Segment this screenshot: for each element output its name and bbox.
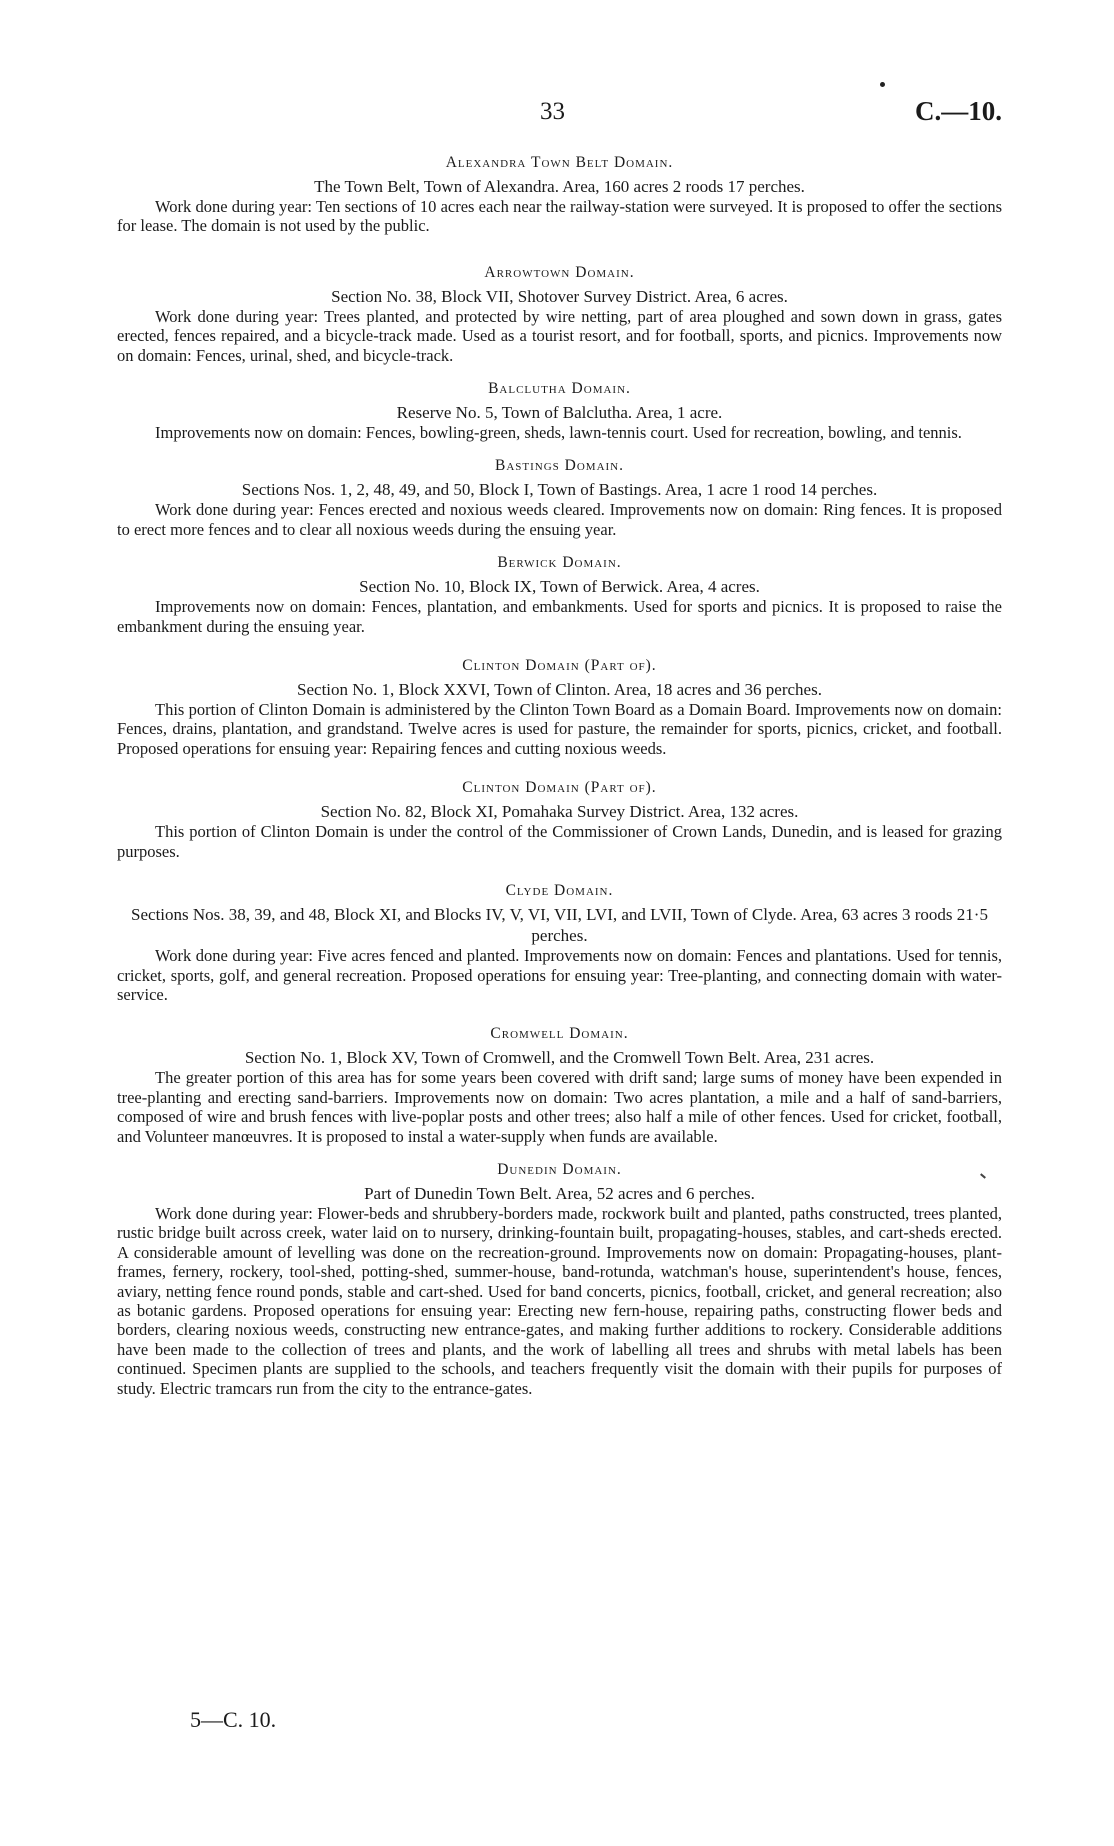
- section-title: Berwick Domain.: [497, 554, 622, 572]
- ink-speck: [880, 82, 885, 87]
- section-subtitle: Sections Nos. 38, 39, and 48, Block XI, and Blocks IV, V, VI, VII, LVI, and LVII, Town of Clyde. Area, 63 acres 3 roods 21·5 perches.: [131, 905, 988, 946]
- domain-section-bastings: [117, 453, 1002, 539]
- domain-section-berwick: [117, 550, 1002, 636]
- section-title: Clyde Domain.: [505, 882, 614, 900]
- section-title: Clinton Domain (Part of).: [462, 779, 657, 797]
- section-subtitle: Section No. 82, Block XI, Pomahaka Survey District. Area, 132 acres.: [320, 802, 799, 822]
- domain-section-alexandra: [117, 150, 1002, 236]
- domain-section-dunedin: [117, 1157, 1002, 1398]
- section-body: Work done during year: Trees planted, and protected by wire netting, part of area ploughed and sown down in grass, gates erected, fences repaired, and a bicycle-track made. Used as a tourist resort, and for football, sports, and picnics. Improvements now on domain: Fences, urinal, shed, and bicycle-track.: [117, 306, 1002, 365]
- domain-section-clyde: [117, 878, 1002, 1004]
- signature-mark: 5—C. 10.: [190, 1707, 277, 1732]
- section-body: Work done during year: Ten sections of 10 acres each near the railway-station were surveyed. It is proposed to offer the sections for lease. The domain is not used by the public.: [117, 197, 1002, 236]
- section-subtitle: Section No. 1, Block XV, Town of Cromwell, and the Cromwell Town Belt. Area, 231 acres.: [244, 1048, 875, 1068]
- section-title: Cromwell Domain.: [490, 1025, 629, 1043]
- section-body: The greater portion of this area has for some years been covered with drift sand; large sums of money have been expended in tree-planting and erecting sand-barriers. Improvements now on domain: Two acres plantation, a mile and a half of sand-barriers, composed of wire and brush fences with live-poplar posts and other trees; also half a mile of other fences. Used for cricket, football, and Volunteer manœuvres. It is proposed to instal a water-supply when funds are available.: [117, 1068, 1002, 1146]
- section-subtitle: Section No. 10, Block IX, Town of Berwick. Area, 4 acres.: [359, 577, 760, 597]
- section-body: Improvements now on domain: Fences, plantation, and embankments. Used for sports and picnics. It is proposed to raise the embankment during the ensuing year.: [117, 597, 1002, 636]
- domain-section-clinton-2: [117, 775, 1002, 861]
- section-title: Dunedin Domain.: [497, 1160, 622, 1178]
- section-subtitle: Part of Dunedin Town Belt. Area, 52 acres and 6 perches.: [364, 1183, 755, 1203]
- section-body: Work done during year: Fences erected and noxious weeds cleared. Improvements now on domain: Ring fences. It is proposed to erect more fences and to clear all noxious weeds during the ensuing year.: [117, 500, 1002, 539]
- section-title: Clinton Domain (Part of).: [462, 657, 657, 675]
- section-body: This portion of Clinton Domain is under the control of the Commissioner of Crown Lands, Dunedin, and is leased for grazing purposes.: [117, 822, 1002, 861]
- page-number: 33: [540, 98, 565, 125]
- section-subtitle: Reserve No. 5, Town of Balclutha. Area, 1 acre.: [396, 403, 723, 423]
- section-title: Balclutha Domain.: [488, 380, 631, 398]
- domain-section-cromwell: [117, 1021, 1002, 1146]
- section-title: Alexandra Town Belt Domain.: [445, 154, 674, 171]
- section-subtitle: Section No. 38, Block VII, Shotover Survey District. Area, 6 acres.: [331, 286, 788, 306]
- domain-section-balclutha: [117, 376, 1002, 442]
- section-subtitle: Sections Nos. 1, 2, 48, 49, and 50, Block I, Town of Bastings. Area, 1 acre 1 rood 14 perches.: [241, 480, 878, 500]
- report-reference: C.—10.: [915, 96, 1002, 126]
- section-subtitle: The Town Belt, Town of Alexandra. Area, 160 acres 2 roods 17 perches.: [314, 177, 805, 196]
- section-title: Arrowtown Domain.: [484, 263, 635, 281]
- section-body: Work done during year: Flower-beds and shrubbery-borders made, rockwork built and planted, paths constructed, trees planted, rustic bridge built across creek, water laid on to nursery, drinking-fountain built, propagating-houses, stables, and cart-sheds erected. A considerable amount of levelling was done on the recreation-ground. Improvements now on domain: Propagating-houses, plant-frames, fernery, rockery, tool-shed, potting-shed, summer-house, band-rotunda, watchman's house, superintendent's house, fences, aviary, netting fence round ponds, stable and cart-shed. Used for band concerts, picnics, football, cricket, and general recreation; also as botanic gardens. Proposed operations for ensuing year: Erecting new fern-house, repairing paths, constructing flower beds and borders, clearing noxious weeds, constructing new entrance-gates, and making further additions to rockery. Considerable additions have been made to the collection of trees and plants, and the work of labelling all trees and shrubs with metal labels has been continued. Specimen plants are supplied to the schools, and teachers frequently visit the domain with their pupils for purposes of study. Electric tramcars run from the city to the entrance-gates.: [117, 1203, 1002, 1398]
- section-body: Work done during year: Five acres fenced and planted. Improvements now on domain: Fences and plantations. Used for tennis, cricket, sports, golf, and general recreation. Proposed operations for ensuing year: Tree-planting, and connecting domain with water-service.: [117, 946, 1002, 1004]
- section-body: Improvements now on domain: Fences, bowling-green, sheds, lawn-tennis court. Used for recreation, bowling, and tennis.: [155, 423, 962, 443]
- page-content: [117, 150, 1002, 1398]
- domain-section-clinton-1: [117, 653, 1002, 758]
- section-subtitle: Section No. 1, Block XXVI, Town of Clinton. Area, 18 acres and 36 perches.: [297, 680, 822, 700]
- domain-section-arrowtown: [117, 260, 1002, 365]
- section-body: This portion of Clinton Domain is administered by the Clinton Town Board as a Domain Board. Improvements now on domain: Fences, drains, plantation, and grandstand. Twelve acres is used for pasture, the remainder for sports, picnics, cricket, and football. Proposed operations for ensuing year: Repairing fences and cutting noxious weeds.: [117, 700, 1002, 758]
- section-title: Bastings Domain.: [494, 457, 624, 475]
